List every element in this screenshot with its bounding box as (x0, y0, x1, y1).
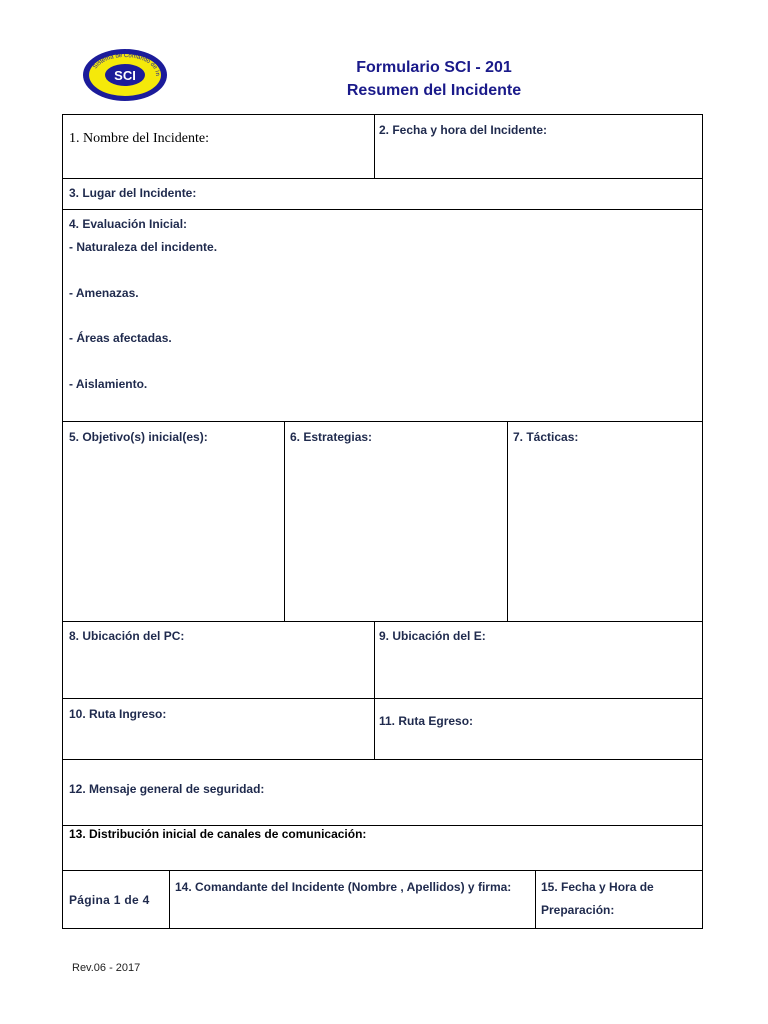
field-incident-commander: 14. Comandante del Incidente (Nombre , Apellidos) y firma: (175, 880, 512, 894)
field-preparation-label: Preparación: (541, 903, 615, 917)
field-pc-location: 8. Ubicación del PC: (69, 629, 185, 643)
field-strategies: 6. Estrategias: (290, 430, 373, 444)
field-incident-datetime: 2. Fecha y hora del Incidente: (379, 123, 548, 137)
field-e-location: 9. Ubicación del E: (379, 629, 486, 643)
page-number: Página 1 de 4 (69, 893, 150, 907)
field-comm-channels: 13. Distribución inicial de canales de comunicación: (69, 827, 367, 841)
eval-item-threats: - Amenazas. (69, 286, 139, 300)
logo-text: SCI (114, 68, 136, 83)
revision-label: Rev.06 - 2017 (72, 962, 141, 974)
form-subtitle: Resumen del Incidente (346, 82, 522, 99)
eval-item-isolation: - Aislamiento. (69, 377, 148, 391)
sci-logo (82, 48, 168, 102)
field-exit-route: 11. Ruta Egreso: (379, 714, 474, 728)
field-initial-evaluation: 4. Evaluación Inicial: (69, 217, 188, 231)
field-incident-name: 1. Nombre del Incidente: (69, 131, 209, 146)
field-entry-route: 10. Ruta Ingreso: (69, 707, 167, 721)
field-initial-objectives: 5. Objetivo(s) inicial(es): (69, 430, 208, 444)
eval-item-nature: - Naturaleza del incidente. (69, 240, 218, 254)
field-tactics: 7. Tácticas: (513, 430, 579, 444)
eval-item-affected-areas: - Áreas afectadas. (69, 331, 172, 345)
field-safety-message: 12. Mensaje general de seguridad: (69, 782, 265, 796)
field-preparation-datetime: 15. Fecha y Hora de (541, 880, 654, 894)
field-incident-location: 3. Lugar del Incidente: (69, 186, 197, 200)
form-title: Formulario SCI - 201 (356, 59, 512, 76)
incident-form (62, 114, 703, 929)
logo-ring-text: Sistema de Comando de In (92, 52, 161, 77)
